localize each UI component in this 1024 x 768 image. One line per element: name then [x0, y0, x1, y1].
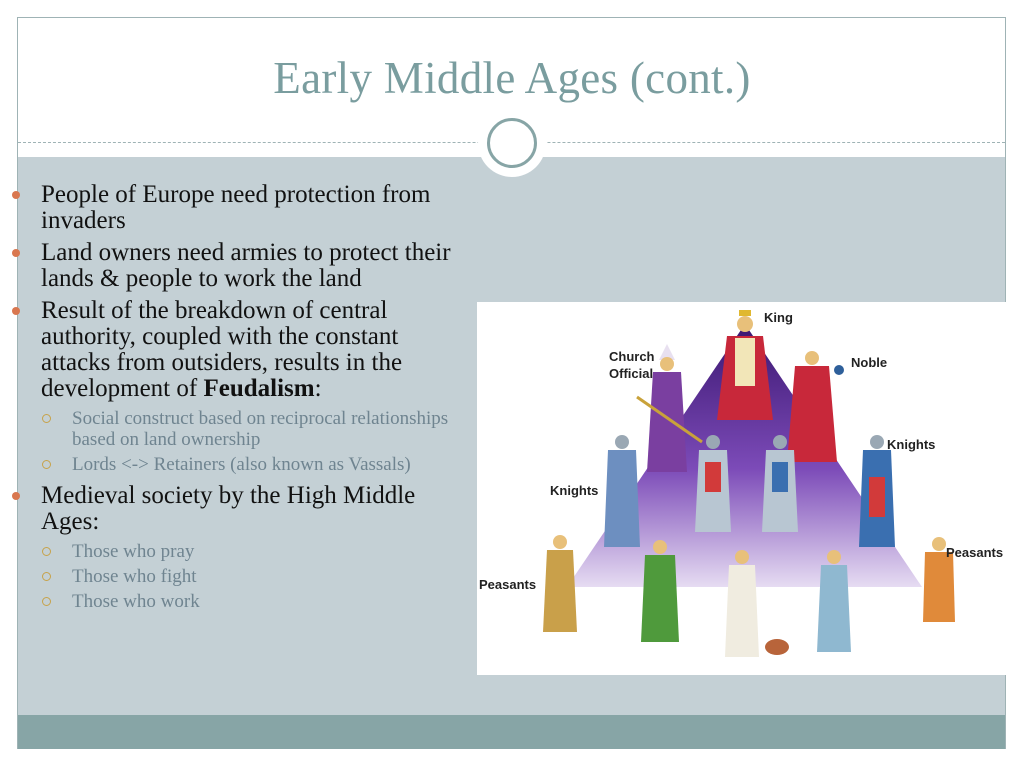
peasant-figure [725, 550, 759, 657]
label-church-official-1: Church [609, 349, 655, 364]
bottom-band [18, 715, 1005, 749]
label-peasants-right: Peasants [946, 545, 1004, 560]
chicken-figure [765, 639, 789, 655]
bullet-text: Result of the breakdown of central authority, coupled with the constant attacks from outsiders, results in the development of [41, 297, 403, 402]
feudalism-term: Feudalism [203, 375, 315, 402]
peasant-figure [641, 540, 679, 642]
label-knights-left: Knights [550, 483, 599, 498]
label-king: King [764, 310, 793, 325]
label-noble: Noble [851, 355, 888, 370]
society-sublist [0, 541, 470, 612]
label-knights-right: Knights [887, 437, 936, 452]
label-church-official-2: Official [609, 366, 654, 381]
peasant-figure [817, 550, 851, 652]
sub-bullet-item: Social construct based on reciprocal relationships based on land ownership [0, 408, 470, 450]
sub-bullet-item: Those who fight [0, 566, 470, 587]
bullet-item-feudalism [0, 298, 470, 402]
knight-figure [604, 435, 640, 547]
sub-bullet-item: Those who pray [0, 541, 470, 562]
bullet-item: Medieval society by the High Middle Ages: [0, 483, 470, 535]
bullet-colon: : [314, 375, 322, 402]
feudalism-sublist [0, 408, 470, 475]
king-figure [717, 310, 773, 420]
bullet-item: Land owners need armies to protect their lands & people to work the land [0, 240, 470, 292]
label-peasants-left: Peasants [479, 577, 537, 592]
sub-bullet-item: Those who work [0, 591, 470, 612]
feudal-pyramid-illustration [477, 302, 1006, 675]
divider-ring-icon [487, 118, 537, 168]
peasant-figure [543, 535, 577, 632]
bullet-item: People of Europe need protection from invaders [0, 182, 470, 234]
slide-title: Early Middle Ages (cont.) [273, 53, 751, 103]
sub-bullet-item: Lords <-> Retainers (also known as Vassals) [0, 454, 470, 475]
bullet-list [0, 182, 470, 620]
noble-figure [787, 351, 844, 462]
